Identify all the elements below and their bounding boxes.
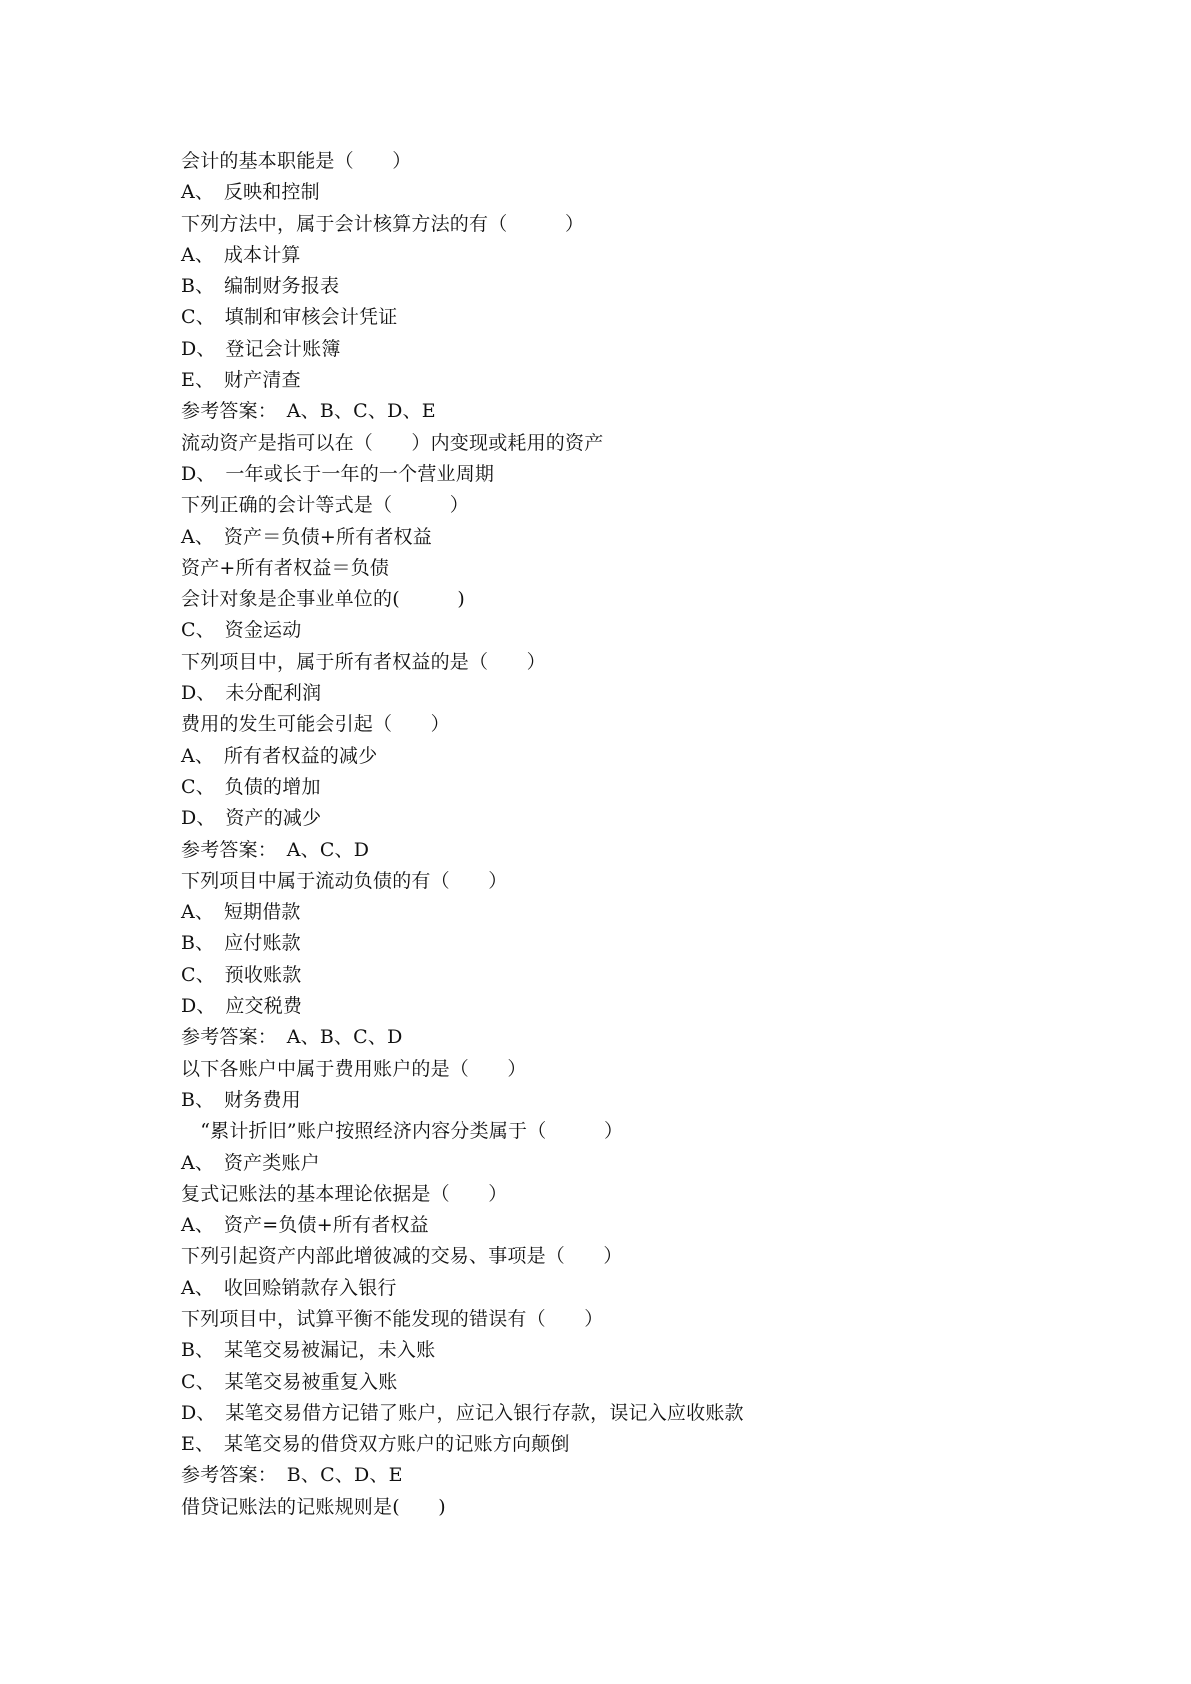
- option-line: C、 负债的增加: [181, 775, 321, 798]
- question-line: 以下各账户中属于费用账户的是（ ）: [181, 1057, 527, 1080]
- option-line: D、 登记会计账簿: [181, 337, 341, 360]
- option-line: A、 所有者权益的减少: [181, 744, 378, 767]
- question-line: 借贷记账法的记账规则是( ): [181, 1495, 446, 1518]
- question-line: “累计折旧”账户按照经济内容分类属于（ ）: [181, 1120, 624, 1143]
- option-line: D、 应交税费: [181, 995, 303, 1018]
- option-line: D、 未分配利润: [181, 682, 322, 705]
- question-line: 下列方法中，属于会计核算方法的有（ ）: [181, 212, 585, 235]
- question-line: 复式记账法的基本理论依据是（ ）: [181, 1182, 508, 1205]
- document-body: [181, 146, 1081, 1523]
- question-line: 流动资产是指可以在（ ）内变现或耗用的资产: [181, 431, 604, 454]
- question-line: 费用的发生可能会引起（ ）: [181, 713, 450, 736]
- option-line: A、 反映和控制: [181, 181, 320, 204]
- option-line: D、 资产的减少: [181, 807, 322, 830]
- option-line: A、 收回赊销款存入银行: [181, 1276, 397, 1299]
- question-line: 会计的基本职能是（ ）: [181, 150, 412, 172]
- answer-line: 参考答案： A、B、C、D: [181, 1026, 403, 1049]
- answer-line: 参考答案： A、C、D: [181, 838, 370, 861]
- option-line: E、 某笔交易的借贷双方账户的记账方向颠倒: [181, 1433, 570, 1456]
- question-line: 下列项目中，属于所有者权益的是（ ）: [181, 650, 546, 673]
- option-line: C、 某笔交易被重复入账: [181, 1370, 398, 1393]
- option-line: D、 一年或长于一年的一个营业周期: [181, 462, 495, 485]
- option-line: D、 某笔交易借方记错了账户，应记入银行存款，误记入应收账款: [181, 1401, 744, 1424]
- text-line: 资产+所有者权益＝负债: [181, 556, 390, 579]
- answer-line: 参考答案： B、C、D、E: [181, 1464, 403, 1487]
- question-line: 下列引起资产内部此增彼减的交易、事项是（ ）: [181, 1245, 623, 1268]
- option-line: A、 资产类账户: [181, 1151, 320, 1174]
- question-line: 下列项目中，试算平衡不能发现的错误有（ ）: [181, 1307, 604, 1330]
- option-line: A、 资产＝负债+所有者权益: [181, 525, 432, 548]
- option-line: B、 编制财务报表: [181, 275, 340, 298]
- option-line: C、 填制和审核会计凭证: [181, 306, 398, 329]
- option-line: B、 某笔交易被漏记，未入账: [181, 1339, 436, 1362]
- option-line: A、 资产=负债+所有者权益: [181, 1214, 429, 1237]
- question-line: 下列项目中属于流动负债的有（ ）: [181, 869, 508, 892]
- question-line: 会计对象是企事业单位的( ): [181, 588, 466, 611]
- option-line: A、 短期借款: [181, 901, 301, 924]
- option-line: C、 资金运动: [181, 619, 302, 642]
- question-line: 下列正确的会计等式是（ ）: [181, 494, 470, 517]
- option-line: A、 成本计算: [181, 243, 301, 266]
- option-line: C、 预收账款: [181, 963, 302, 986]
- option-line: E、 财产清查: [181, 369, 301, 392]
- option-line: B、 应付账款: [181, 932, 301, 955]
- answer-line: 参考答案： A、B、C、D、E: [181, 400, 436, 423]
- option-line: B、 财务费用: [181, 1088, 301, 1111]
